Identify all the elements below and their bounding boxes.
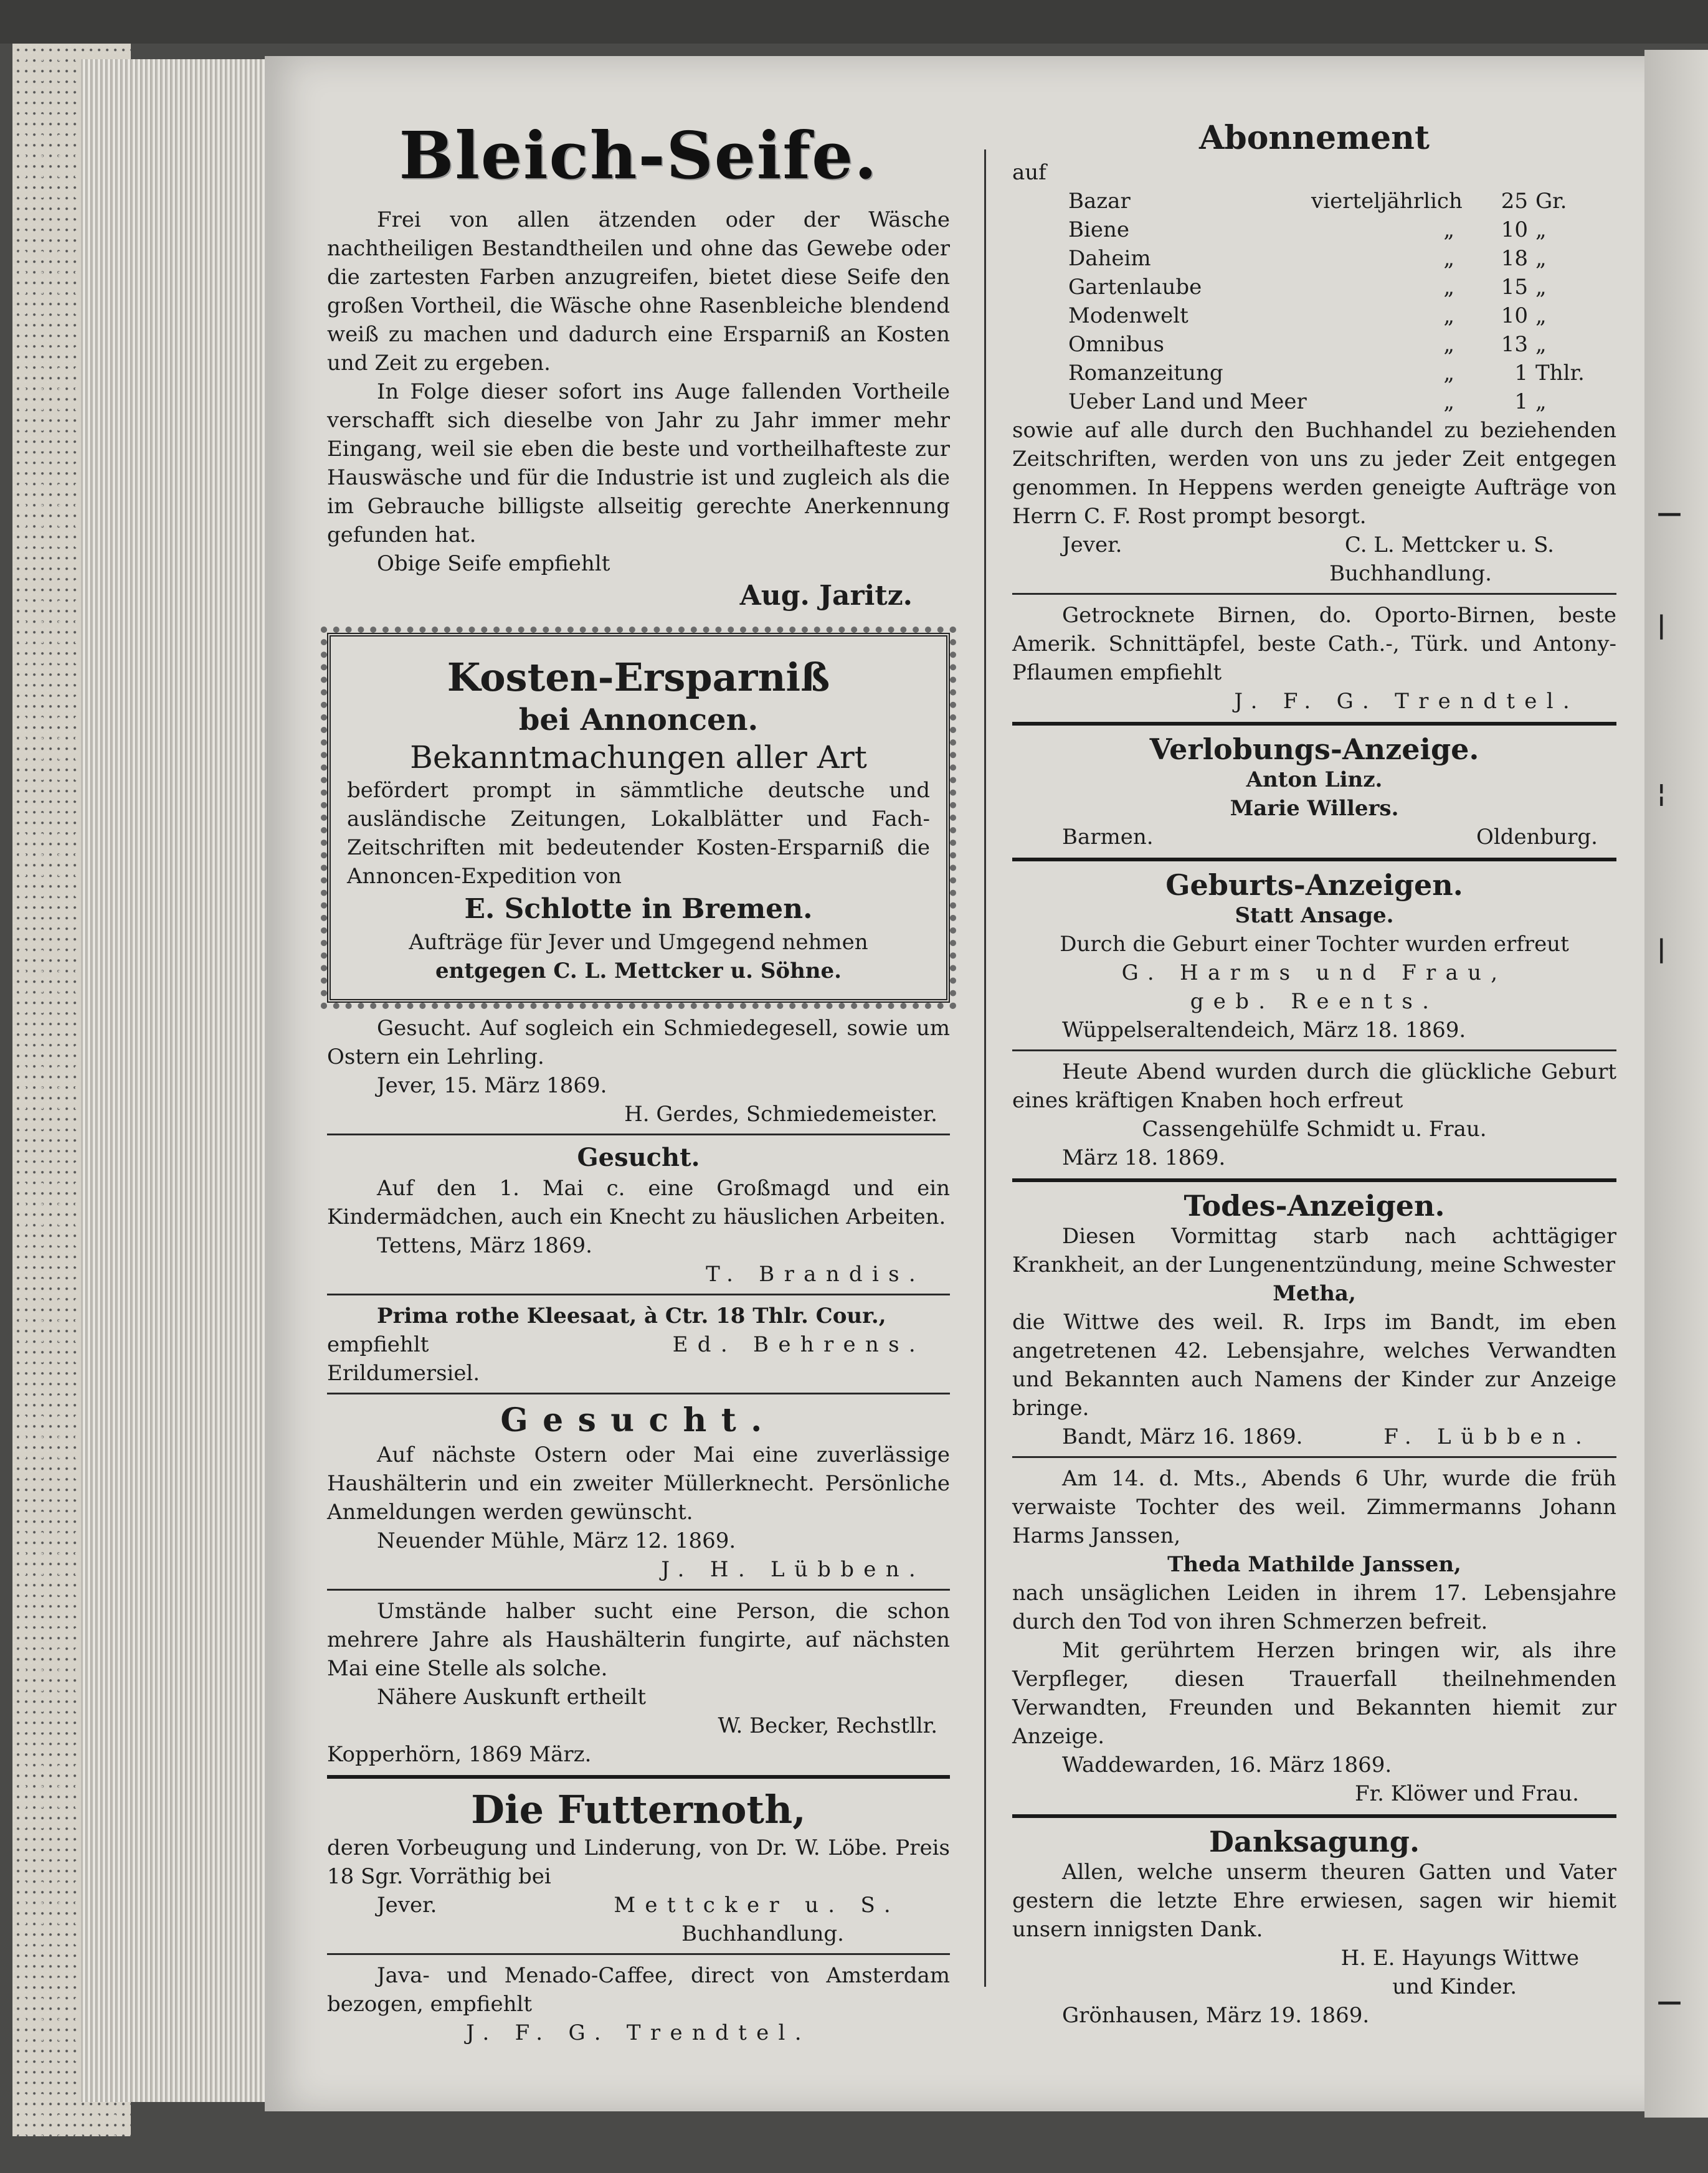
subscription-row: Daheim „ 18 „ [1068,246,1547,271]
ad-paragraph: Umstände halber sucht eine Person, die schon mehrere Jahre als Haushälterin fungirte, auf nächsten Mai eine Stelle als solche. [327,1599,950,1681]
ad-paragraph: nach unsäglichen Leiden in ihrem 17. Lebensjahre durch den Tod von ihren Schmerzen befreit. [1012,1581,1616,1634]
ad-paragraph: Auf nächste Ostern oder Mai eine zuverlässige Haushälterin und ein zweiter Müllerknecht. Persönliche Anmeldungen werden gewünscht. [327,1442,950,1525]
subscription-row: Omnibus „ 13 „ [1068,332,1547,357]
ad-birnen [1012,601,1616,716]
ad-place: Kopperhörn, 1869 März. [327,1742,592,1767]
ad-signature: Buchhandlung. [1329,561,1492,586]
column-divider [984,149,986,1987]
ad-line: Prima rothe Kleesaat, à Ctr. 18 Thlr. Cour., [377,1304,886,1328]
ad-signature: W. Becker, Rechstllr. [718,1713,937,1738]
ad-signature: J. F. G. Trendtel. [466,2020,811,2045]
ad-name: G. Harms und Frau, [1121,960,1507,985]
ad-signature: Cassengehülfe Schmidt u. Frau. [1142,1117,1487,1142]
ad-danksagung [1012,1825,1616,2030]
ad-geburt [1012,869,1616,1044]
ad-signature: T. Brandis. [706,1262,925,1287]
ad-paragraph: Allen, welche unserm theuren Gatten und Vater gestern die letzte Ehre erwiesen, sagen wir hiemit unsern innigsten Dank. [1012,1860,1616,1942]
divider [327,1953,950,1955]
ad-subtitle: bei Annoncen. [518,703,759,737]
ad-place: Oldenburg. [1476,825,1598,850]
ad-signature: Buchhandlung. [681,1921,844,1946]
ad-todes [1012,1190,1616,1451]
ad-verlobung [1012,733,1616,851]
ad-signature: und Kinder. [1392,1974,1517,1999]
ad-title: Abonnement [1198,119,1430,157]
subscription-row: Ueber Land und Meer „ 1 „ [1068,389,1547,414]
ad-signature: H. Gerdes, Schmiedemeister. [624,1102,937,1127]
divider [327,1775,950,1779]
ad-place: Jever. [377,1893,437,1918]
left-column [327,118,950,2047]
ad-paragraph: Am 14. d. Mts., Abends 6 Uhr, wurde die früh verwaiste Tochter des weil. Zimmermanns Johann Harms Janssen, [1012,1466,1616,1548]
ad-paragraph: Obige Seife empfiehlt [377,551,610,576]
divider [327,1294,950,1295]
ad-place: Tettens, März 1869. [377,1233,592,1258]
ad-signature: Aug. Jaritz. [739,580,913,612]
page-edges [81,59,268,2102]
ad-title: Die Futternoth, [471,1787,806,1832]
ad-place: Waddewarden, 16. März 1869. [1062,1753,1392,1778]
divider [327,1589,950,1591]
ad-paragraph: Frei von allen ätzenden oder der Wäsche nachtheiligen Bestandtheilen und ohne das Gewebe oder die zartesten Farben anzugreifen, bietet diese Seife den großen Vortheil, die Wäsche ohne Rasenbleiche blendend weiß zu machen und dadurch eine Ersparniß an Kosten und Zeit zu ergeben. [327,207,950,376]
ad-title: Danksagung. [1209,1825,1420,1858]
ad-title: Todes-Anzeigen. [1184,1189,1445,1223]
subscription-row: Biene „ 10 „ [1068,217,1547,242]
ad-line: Nähere Auskunft ertheilt [377,1685,647,1710]
ad-geburt-schmidt [1012,1058,1616,1172]
ad-title: Verlobungs-Anzeige. [1149,732,1479,766]
ad-gerdes [327,1014,950,1129]
ad-heading: Bekanntmachungen aller Art [410,739,867,775]
ad-line: Aufträge für Jever und Umgegend nehmen [409,930,868,955]
ad-title: Kosten-Ersparniß [447,655,830,700]
subscription-row: Bazar vierteljährlich 25 Gr. [1068,189,1567,214]
divider [1012,1049,1616,1051]
ad-todes-janssen [1012,1464,1616,1808]
ad-paragraph: Getrocknete Birnen, do. Oporto-Birnen, beste Amerik. Schnittäpfel, beste Cath.-, Türk. und Antony-Pflaumen empfiehlt [1012,603,1616,685]
ad-kosten-ersparniss [327,633,950,1003]
ad-caffee [327,1961,950,2047]
ad-signature: Fr. Klöwer und Frau. [1355,1781,1579,1806]
ad-firm: E. Schlotte in Bremen. [464,893,813,925]
ad-paragraph: befördert prompt in sämmtliche deutsche und ausländische Zeitungen, Lokalblätter und Fach-Zeitschriften mit bedeutender Kosten-Ersparniß die Annoncen-Expedition von [347,778,930,889]
ad-title: Gesucht. [577,1143,700,1172]
ad-signature: C. L. Mettcker u. S. [1344,533,1554,557]
ad-behrens [327,1302,950,1388]
ad-futternoth [327,1786,950,1948]
ad-abonnement [1012,118,1616,588]
ad-paragraph: Diesen Vormittag starb nach achttägiger Krankheit, an der Lungenentzündung, meine Schwester [1012,1224,1616,1277]
divider [1012,1178,1616,1182]
ad-line: entgegen C. L. Mettcker u. Söhne. [435,959,842,983]
book-cover-top [0,0,1708,44]
ad-place: Jever. [1062,533,1122,557]
ad-signature: F. Lübben. [1383,1424,1592,1449]
divider [327,1134,950,1135]
ad-title: Bleich-Seife. [399,117,878,194]
right-column [1012,118,1616,2030]
ad-name: Metha, [1273,1281,1356,1306]
ad-paragraph: sowie auf alle durch den Buchhandel zu beziehenden Zeitschriften, werden von uns zu jeder Zeit entgegen genommen. In Heppens werden geneigte Aufträge von Herrn C. F. Rost prompt besorgt. [1012,418,1616,529]
ad-title: Gesucht. [500,1401,777,1439]
ad-paragraph: die Wittwe des weil. R. Irps im Bandt, im eben angetretenen 42. Lebensjahre, welches Verwandten und Bekannten auch Namens der Kinder zur Anzeige bringe. [1012,1310,1616,1421]
divider [327,1393,950,1394]
ad-paragraph: In Folge dieser sofort ins Auge fallenden Vortheile verschafft sich dieselbe von Jahr zu Jahr immer mehr Eingang, weil sie eben die beste und vortheilhafteste zur Hauswäsche und für die Industrie ist und zugleich als die im Gebrauche billigste allseitig gerechte Anerkennung gefunden hat. [327,379,950,547]
ad-paragraph: deren Vorbeugung und Linderung, von Dr. W. Löbe. Preis 18 Sgr. Vorräthig bei [327,1835,950,1889]
ad-paragraph: Auf den 1. Mai c. eine Großmagd und ein Kindermädchen, auch ein Knecht zu häuslichen Arbeiten. [327,1176,950,1229]
ad-name: Marie Willers. [1230,796,1399,821]
ad-signature: Mettcker u. S. [614,1893,900,1918]
ad-paragraph: Java- und Menado-Caffee, direct von Amsterdam bezogen, empfiehlt [327,1963,950,2017]
ad-signature: J. H. Lübben. [661,1557,925,1582]
ad-place: Bandt, März 16. 1869. [1062,1424,1303,1449]
ad-paragraph: Heute Abend wurden durch die glückliche Geburt eines kräftigen Knaben hoch erfreut [1012,1059,1616,1113]
divider [1012,593,1616,595]
ad-paragraph: Durch die Geburt einer Tochter wurden erfreut [1060,932,1569,957]
ad-signature: J. F. G. Trendtel. [1234,689,1579,714]
subscription-row: Gartenlaube „ 15 „ [1068,275,1547,300]
ad-name: geb. Reents. [1190,989,1439,1014]
facing-page-edge: — | ¦ | — [1644,50,1708,2118]
ad-subtitle: Statt Ansage. [1235,903,1394,928]
ad-place: Erildumersiel. [327,1361,480,1386]
ad-place: März 18. 1869. [1062,1145,1226,1170]
divider [1012,1456,1616,1458]
ad-signature: H. E. Hayungs Wittwe [1340,1946,1579,1971]
ad-line: empfiehlt [327,1332,429,1357]
subscription-table [1012,187,1616,416]
ad-bleich-seife [327,118,950,614]
ad-place: Grönhausen, März 19. 1869. [1062,2003,1370,2028]
divider [1012,858,1616,861]
ad-brandis [327,1142,950,1289]
ad-becker [327,1597,950,1769]
ad-line: auf [1012,160,1046,185]
ad-name: Anton Linz. [1246,767,1383,792]
ad-paragraph: Gesucht. Auf sogleich ein Schmiedegesell, sowie um Ostern ein Lehrling. [327,1016,950,1069]
ad-place: Wüppelseraltendeich, März 18. 1869. [1062,1018,1466,1043]
ad-title: Geburts-Anzeigen. [1165,868,1463,902]
ad-place: Neuender Mühle, März 12. 1869. [377,1528,736,1553]
divider [1012,722,1616,726]
divider [1012,1814,1616,1818]
ad-luebben [327,1401,950,1584]
ad-paragraph: Mit gerührtem Herzen bringen wir, als ihre Verpfleger, diesen Trauerfall theilnehmenden Verwandten, Freunden und Bekannten hiemit zur Anzeige. [1012,1638,1616,1749]
ad-signature: Ed. Behrens. [672,1332,925,1357]
subscription-row: Romanzeitung „ 1 Thlr. [1068,361,1585,386]
subscription-row: Modenwelt „ 10 „ [1068,303,1547,328]
ad-place: Barmen. [1062,825,1154,850]
ad-name: Theda Mathilde Janssen, [1167,1552,1461,1577]
ad-place: Jever, 15. März 1869. [377,1073,607,1098]
